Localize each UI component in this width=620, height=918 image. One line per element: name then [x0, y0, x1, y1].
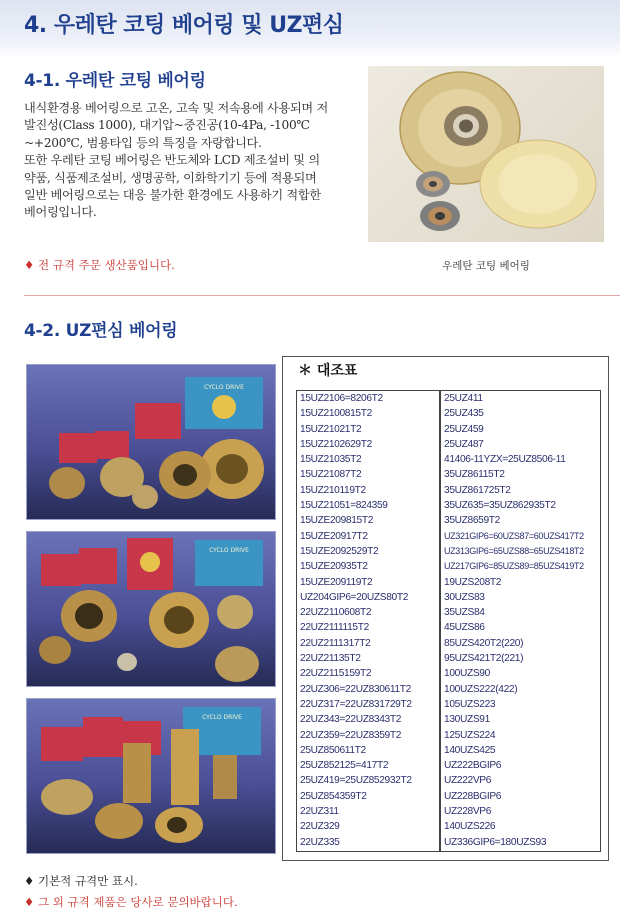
table-cell: 35UZ635=35UZ862935T2	[444, 500, 556, 512]
box-label: CYCLO DRIVE	[204, 384, 244, 391]
table-cell: 15UZ21035T2	[300, 454, 362, 466]
table-cell: UZ336GIP6=180UZS93	[444, 836, 547, 848]
part-number-column-right	[440, 390, 601, 852]
table-cell: 22UZ359=22UZ8359T2	[300, 729, 402, 741]
table-cell: 45UZS86	[444, 622, 485, 634]
table-cell: 25UZ459	[444, 423, 484, 435]
table-cell: 22UZ343=22UZ8343T2	[300, 714, 402, 726]
description-line: 베어링입니다.	[24, 205, 97, 220]
section-title-urethane: 4-1. 우레탄 코팅 베어링	[24, 71, 206, 91]
table-cell: 15UZ21087T2	[300, 469, 362, 481]
table-cell: 30UZS83	[444, 591, 485, 603]
table-cell: 35UZS84	[444, 607, 485, 619]
table-cell: UZ228VP6	[444, 806, 492, 818]
part-number-column-left	[296, 390, 440, 852]
table-cell: 35UZ861725T2	[444, 484, 511, 496]
table-cell: 19UZS208T2	[444, 576, 502, 588]
table-cell: UZ228BGIP6	[444, 790, 502, 802]
table-cell: 15UZ2100815T2	[300, 408, 372, 420]
table-cell: 25UZ411	[444, 393, 483, 404]
table-cell: 22UZ2111115T2	[300, 622, 369, 634]
table-cell: 15UZE20935T2	[300, 561, 368, 573]
table-cell: 130UZS91	[444, 714, 490, 726]
table-cell: 22UZ2115159T2	[300, 668, 372, 680]
table-cell: 25UZ435	[444, 408, 484, 420]
footnote-inquiry: ♦ 그 외 규격 제품은 당사로 문의바랍니다.	[24, 895, 238, 909]
table-cell: UZ217GIP6=85UZS89=85UZS419T2	[444, 561, 584, 572]
urethane-bearing-photo	[368, 66, 604, 242]
table-cell: 15UZE20917T2	[300, 530, 368, 542]
urethane-description	[24, 100, 362, 222]
uz-bearing-illustration-3	[27, 699, 275, 853]
table-cell: 22UZ2110608T2	[300, 607, 372, 619]
section-divider	[24, 295, 620, 296]
description-line: 일반 베어링으로는 대응 불가한 환경에도 사용하기 적합한	[24, 188, 321, 203]
table-cell: 25UZ852125=417T2	[300, 760, 389, 772]
table-cell: 35UZ8659T2	[444, 515, 500, 527]
table-cell: 22UZ2111317T2	[300, 637, 371, 649]
description-line: 내식환경용 베어링으로 고온, 고속 및 저속용에 사용되며 저	[24, 101, 328, 115]
table-cell: 100UZS90	[444, 668, 490, 680]
description-line: ~+200℃, 범용타입 등의 특징을 자랑합니다.	[24, 135, 262, 150]
table-cell: 15UZ2102629T2	[300, 438, 372, 450]
table-cell: 15UZ21051=824359	[300, 500, 388, 512]
table-cell: 15UZE209815T2	[300, 515, 374, 527]
table-title: ＊ 대조표	[298, 363, 358, 379]
table-cell: 41406-11YZX=25UZ8506-11	[444, 454, 566, 466]
uz-bearing-photo-1	[26, 364, 276, 520]
table-cell: UZ222VP6	[444, 775, 492, 787]
uz-bearing-illustration-2	[27, 532, 275, 686]
table-cell: 15UZE209119T2	[300, 576, 373, 588]
description-line: 또한 우레탄 코팅 베어링은 반도체와 LCD 제조설비 및 의	[24, 153, 320, 168]
photo-caption: 우레탄 코팅 베어링	[442, 260, 530, 272]
table-cell: 15UZ2106=8206T2	[300, 393, 383, 404]
footnote-basic-specs: ♦ 기본적 규격만 표시.	[24, 874, 138, 888]
description-line: 약품, 식품제조설비, 생명공학, 이화학기기 등에 적용되며	[24, 170, 317, 185]
table-cell: 15UZ21021T2	[300, 423, 362, 435]
table-cell: 22UZ21135T2	[300, 653, 361, 665]
table-cell: 85UZS420T2(220)	[444, 637, 524, 649]
table-cell: 15UZ210119T2	[300, 484, 366, 496]
table-cell: 25UZ854359T2	[300, 790, 367, 802]
description-line: 발진성(Class 1000), 대기압~중진공(10-4Pa, -100℃	[24, 118, 310, 133]
table-cell: 35UZ86115T2	[444, 469, 505, 481]
table-cell: UZ204GIP6=20UZS80T2	[300, 591, 409, 603]
table-cell: 22UZ311	[300, 806, 339, 818]
table-cell: 100UZS222(422)	[444, 683, 518, 695]
section-title-uz-eccentric: 4-2. UZ편심 베어링	[24, 321, 178, 341]
uz-bearing-photo-2	[26, 531, 276, 687]
table-cell: 25UZ487	[444, 438, 484, 450]
table-cell: 22UZ335	[300, 836, 340, 848]
table-cell: 22UZ329	[300, 821, 340, 833]
table-cell: UZ222BGIP6	[444, 760, 502, 772]
box-label: CYCLO DRIVE	[209, 547, 249, 554]
table-cell: 15UZE2092529T2	[300, 545, 379, 557]
table-cell: UZ321GIP6=60UZS87=60UZS417T2	[444, 530, 584, 541]
table-cell: 140UZS425	[444, 744, 496, 756]
table-cell: 22UZ306=22UZ830611T2	[300, 683, 411, 695]
table-cell: 125UZS224	[444, 729, 496, 741]
table-cell: 22UZ317=22UZ831729T2	[300, 698, 412, 710]
table-cell: 105UZS223	[444, 698, 496, 710]
table-cell: 95UZS421T2(221)	[444, 653, 524, 665]
box-label: CYCLO DRIVE	[202, 714, 242, 721]
table-cell: 25UZ850611T2	[300, 744, 366, 756]
made-to-order-notice: ♦ 전 규격 주문 생산품입니다.	[24, 258, 175, 272]
uz-bearing-illustration-1	[27, 365, 275, 519]
table-cell: 25UZ419=25UZ852932T2	[300, 775, 412, 787]
page-title: 4. 우레탄 코팅 베어링 및 UZ편심	[24, 13, 344, 38]
table-cell: UZ313GIP6=65UZS88=65UZS418T2	[444, 545, 584, 556]
uz-bearing-photo-3	[26, 698, 276, 854]
bearing-illustration	[368, 66, 604, 242]
table-cell: 140UZS226	[444, 821, 496, 833]
